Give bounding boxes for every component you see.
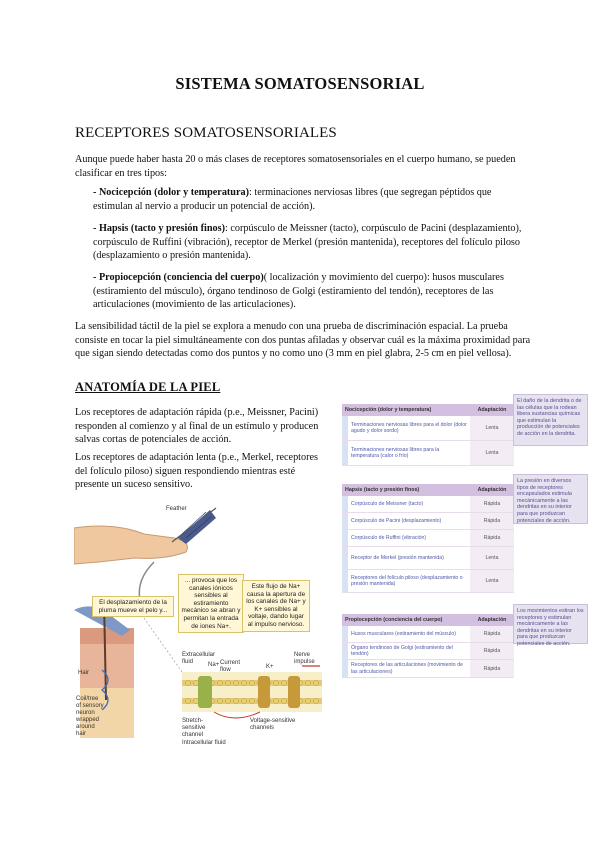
receptor-cell: Corpúsculo de Pacini (desplazamiento) (348, 513, 470, 530)
slow-adaptation-paragraph: Los receptores de adaptación lenta (p.e., Merkel, receptores del folículo piloso) siguen respondiendo mientras esté presente un suceso sensitivo. (75, 452, 318, 491)
adaptation-cell: Rápida (470, 496, 514, 513)
table-header: Nocicepción (dolor y temperatura) (342, 404, 470, 416)
table-header: Propiocepción (conciencia del cuerpo) (342, 614, 470, 626)
table-row (342, 496, 514, 513)
table-row (342, 513, 514, 530)
zoom-arrow (139, 562, 154, 600)
adaptation-cell: Rápida (470, 643, 514, 660)
table-note: El daño de la dendrita o de las células que la rodean libera sustancias químicas que estimulan la producción de potenciales de acción en la dendrita. (513, 394, 588, 446)
receptor-cell: Receptor de Merkel (presión mantenida) (348, 547, 470, 570)
adaptation-cell: Rápida (470, 626, 514, 643)
adaptation-cell: Rápida (470, 530, 514, 547)
sensibility-paragraph: La sensibilidad táctil de la piel se explora a menudo con una prueba de discriminación espacial. La prueba consiste en tocar la piel simultáneamente con dos puntas afiladas y observar cuál es la máxima proximidad para que sigan siendo detectadas como dos puntos y no como uno (3 mm en piel glabra, 2-5 cm en piel vellosa). (75, 321, 531, 360)
table-header: Hapsis (tacto y presión finos) (342, 484, 470, 496)
adaptation-cell: Lenta (470, 441, 514, 466)
voltage-channel-1 (258, 676, 270, 708)
receptor-cell: Husos musculares (estiramiento del músculo) (348, 626, 470, 643)
adaptation-header: Adaptación (470, 404, 514, 416)
list-item-propiocepcion (93, 271, 533, 312)
intracellular-label: Intracellular fluid (182, 740, 226, 746)
adaptation-header: Adaptación (470, 484, 514, 496)
intro-paragraph: Aunque puede haber hasta 20 o más clases de receptores somatosensoriales en el cuerpo humano, se pueden clasificar en tres tipos: (75, 154, 516, 179)
coil-label: Coil/tree of sensory neuron wrapped around hair (76, 696, 104, 737)
table-row (342, 441, 514, 466)
adaptation-header: Adaptación (470, 614, 514, 626)
table-propiocepcion (340, 604, 590, 678)
table-row (342, 530, 514, 547)
receptor-cell: Receptores de las articulaciones (movimiento de las articulaciones) (348, 660, 470, 677)
adaptation-cell: Lenta (470, 547, 514, 570)
current-label: Current flow (220, 660, 241, 673)
adaptation-cell: Lenta (470, 416, 514, 441)
desc-hapsis: : corpúsculo de Meissner (tacto), corpúsculo de Pacini (desplazamiento), corpúsculo de Ruffini (vibración), receptor de Merkel (presión mantenida), receptores del folículo piloso (desplazamiento o presión mantenida). (93, 223, 522, 262)
receptor-cell: Corpúsculo de Meissner (tacto) (348, 496, 470, 513)
table-row (342, 626, 514, 643)
table-hapsis (340, 474, 590, 604)
table-row (342, 416, 514, 441)
stretch-channel-label: Stretch-sensitive channel (182, 718, 206, 738)
arm-shape (74, 526, 188, 564)
adaptation-cell: Rápida (470, 513, 514, 530)
term-propiocepcion: - Propiocepción (conciencia del cuerpo) (93, 272, 264, 283)
bubble-stretch-channels: ... provoca que los canales iónicos sensibles al estiramiento mecánico se abran y permitan la entrada de iones Na+. (178, 574, 244, 633)
list-item-hapsis (93, 222, 533, 263)
bubble-hair-movement: El desplazamiento de la pluma mueve el pelo y... (92, 596, 174, 617)
receptor-cell: Terminaciones nerviosas libres para la temperatura (calor o frío) (348, 441, 470, 466)
section-heading-anatomia: ANATOMÍA DE LA PIEL (75, 380, 221, 394)
table-row (342, 660, 514, 677)
table-nocicepcion (340, 394, 590, 486)
adaptation-cell: Rápida (470, 660, 514, 677)
extracellular-label: Extracellular fluid (182, 652, 216, 665)
list-item-nocicepcion (93, 186, 533, 213)
skin-receptor-figure (74, 500, 328, 755)
table-row (342, 570, 514, 593)
bubble-voltage-channels: Este flujo de Na+ causa la apertura de los canales de Na+ y K+ sensibles al voltaje, dando lugar al impulso nervioso. (242, 580, 310, 632)
table-note: La presión en diversos tipos de receptores encapsulados estimula mecánicamente a las dendritas en su interior para que produzcan potenciales de acción. (513, 474, 588, 524)
table-row (342, 643, 514, 660)
term-hapsis: - Hapsis (tacto y presión finos) (93, 223, 225, 234)
receptor-cell: Receptores del folículo piloso (desplazamiento o presión mantenida) (348, 570, 470, 593)
sodium-label: Na+ (208, 662, 220, 668)
stretch-channel (198, 676, 212, 708)
voltage-channel-2 (288, 676, 300, 708)
page-title: SISTEMA SOMATOSENSORIAL (175, 74, 425, 93)
voltage-channel-label: Voltage-sensitive channels (250, 718, 296, 731)
table-note: Los movimientos estiran los receptores y estimulan mecánicamente a las dendritas en su interior para que produzcan potenciales de acción. (513, 604, 588, 644)
receptor-cell: Corpúsculo de Ruffini (vibración) (348, 530, 470, 547)
potassium-label: K+ (266, 664, 274, 670)
term-nocicepcion: - Nocicepción (dolor y temperatura) (93, 187, 249, 198)
receptor-cell: Órgano tendinoso de Golgi (estiramiento del tendón) (348, 643, 470, 660)
desc-propiocepcion: ( localización y movimiento del cuerpo): husos musculares (estiramiento del músculo), órgano tendinoso de Golgi (estiramiento del tendón), receptores de las articulaciones (movimiento de las articulaciones). (93, 272, 504, 311)
nerve-impulse-label: Nerve impulse (294, 652, 315, 665)
rapid-adaptation-paragraph: Los receptores de adaptación rápida (p.e., Meissner, Pacini) responden al comienzo y al final de un estímulo y producen salvas cortas de potenciales de acción. (75, 407, 319, 446)
desc-nocicepcion: : terminaciones nerviosas libres (que segregan péptidos que estimulan al nervio a producir un potencial de acción). (93, 187, 492, 212)
hair-label: Hair (78, 670, 90, 676)
table-row (342, 547, 514, 570)
receptor-cell: Terminaciones nerviosas libres para el dolor (dolor agudo y dolor sordo) (348, 416, 470, 441)
adaptation-cell: Lenta (470, 570, 514, 593)
section-heading-receptores: RECEPTORES SOMATOSENSORIALES (75, 125, 337, 141)
feather-icon (172, 508, 216, 544)
feather-label: Feather (166, 506, 187, 512)
